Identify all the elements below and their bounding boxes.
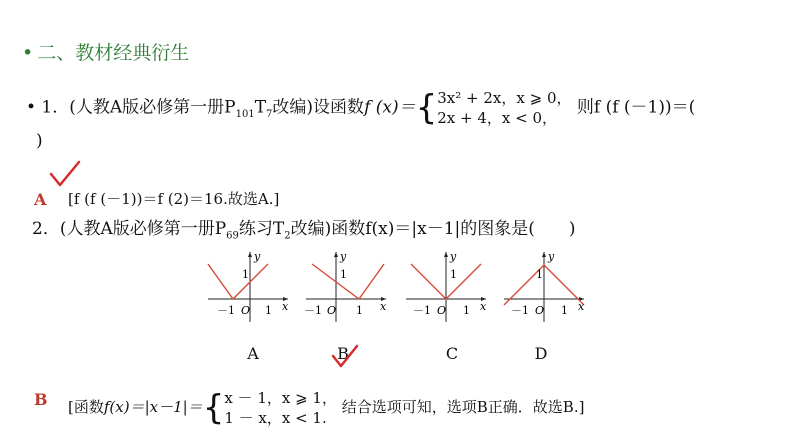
x-one-label: 1 — [265, 304, 272, 317]
q2-page-sub: 69 — [226, 230, 239, 242]
q1-lead: • 1．(人教A版必修第一册P — [26, 97, 236, 118]
q2-tail: 改编)函数f(x)＝|x－1|的图象是( ) — [290, 219, 576, 239]
answer-1-letter: A — [34, 190, 47, 209]
x-label: x — [480, 300, 487, 313]
q1-cases — [437, 88, 571, 128]
x-one-label: 1 — [356, 304, 363, 317]
q1-mid: T — [254, 97, 267, 118]
option-c-label: C — [445, 344, 459, 363]
graph-option-b — [302, 248, 390, 324]
neg-one-label: －1 — [217, 304, 235, 317]
origin-label: O — [437, 304, 447, 317]
section-title-text: 二、教材经典衍生 — [37, 42, 190, 64]
q2-lead: 2．(人教A版必修第一册P — [32, 219, 227, 239]
graph-line — [208, 264, 268, 299]
a2-pre: [函数 — [68, 398, 104, 416]
option-a-label: A — [247, 344, 259, 363]
q2-task-sub: 2 — [284, 230, 291, 242]
graph-option-a — [204, 248, 292, 324]
graph-option-d — [500, 248, 588, 324]
x-label: x — [380, 300, 387, 313]
a2-brace: { — [202, 388, 225, 428]
answer-2-explanation — [68, 388, 584, 428]
y-arrow-icon — [444, 252, 448, 257]
option-b-label: B — [337, 344, 349, 363]
x-one-label: 1 — [463, 304, 470, 317]
y-arrow-icon — [248, 252, 252, 257]
q1-close-paren: ) — [36, 131, 43, 151]
q1-tail: 改编)设函数 — [272, 97, 365, 118]
neg-one-label: －1 — [304, 304, 322, 317]
q1-function: f (x)＝ — [364, 97, 416, 118]
origin-label: O — [327, 304, 337, 317]
answer-1-explanation: [f (f (－1))＝f (2)＝16.故选A.] — [68, 190, 280, 208]
y-label: y — [450, 250, 457, 263]
check-mark-icon — [330, 344, 360, 370]
check-mark-icon — [48, 160, 82, 190]
neg-one-label: －1 — [511, 304, 529, 317]
answer-2-letter: B — [34, 390, 48, 409]
x-one-label: 1 — [561, 304, 568, 317]
q1-case-2: 2x + 4，x < 0， — [437, 109, 558, 127]
origin-label: O — [535, 304, 545, 317]
x-label: x — [578, 300, 585, 313]
y-one-label: 1 — [450, 268, 457, 281]
option-d-label: D — [534, 344, 548, 363]
a2-case-1: x － 1，x ⩾ 1， — [224, 389, 337, 407]
question-2 — [32, 214, 576, 241]
q1-case-1: 3x² + 2x，x ⩾ 0， — [437, 89, 572, 107]
y-one-label: 1 — [242, 268, 249, 281]
y-arrow-icon — [542, 252, 546, 257]
q1-page-sub: 101 — [235, 108, 255, 120]
y-arrow-icon — [334, 252, 338, 257]
y-label: y — [548, 250, 555, 263]
a2-cases — [224, 388, 337, 428]
section-bullet: • — [22, 42, 34, 64]
question-1 — [26, 88, 695, 128]
section-title — [22, 38, 189, 65]
origin-label: O — [241, 304, 251, 317]
graph-line — [312, 264, 384, 299]
y-label: y — [340, 250, 347, 263]
a2-post: 结合选项可知，选项B正确．故选B.] — [341, 398, 585, 416]
q1-task-sub: 7 — [266, 108, 273, 120]
q2-mid: 练习T — [238, 219, 285, 239]
q1-ask: 则f (f (－1))＝( — [576, 97, 696, 118]
y-one-label: 1 — [340, 268, 347, 281]
neg-one-label: －1 — [413, 304, 431, 317]
y-one-label: 1 — [536, 268, 543, 281]
q1-brace: { — [415, 88, 438, 128]
a2-case-2: 1 － x，x < 1. — [224, 409, 327, 427]
a2-function: f(x)＝|x－1|＝ — [103, 398, 203, 416]
graph-option-c — [402, 248, 490, 324]
y-label: y — [254, 250, 261, 263]
x-label: x — [282, 300, 289, 313]
